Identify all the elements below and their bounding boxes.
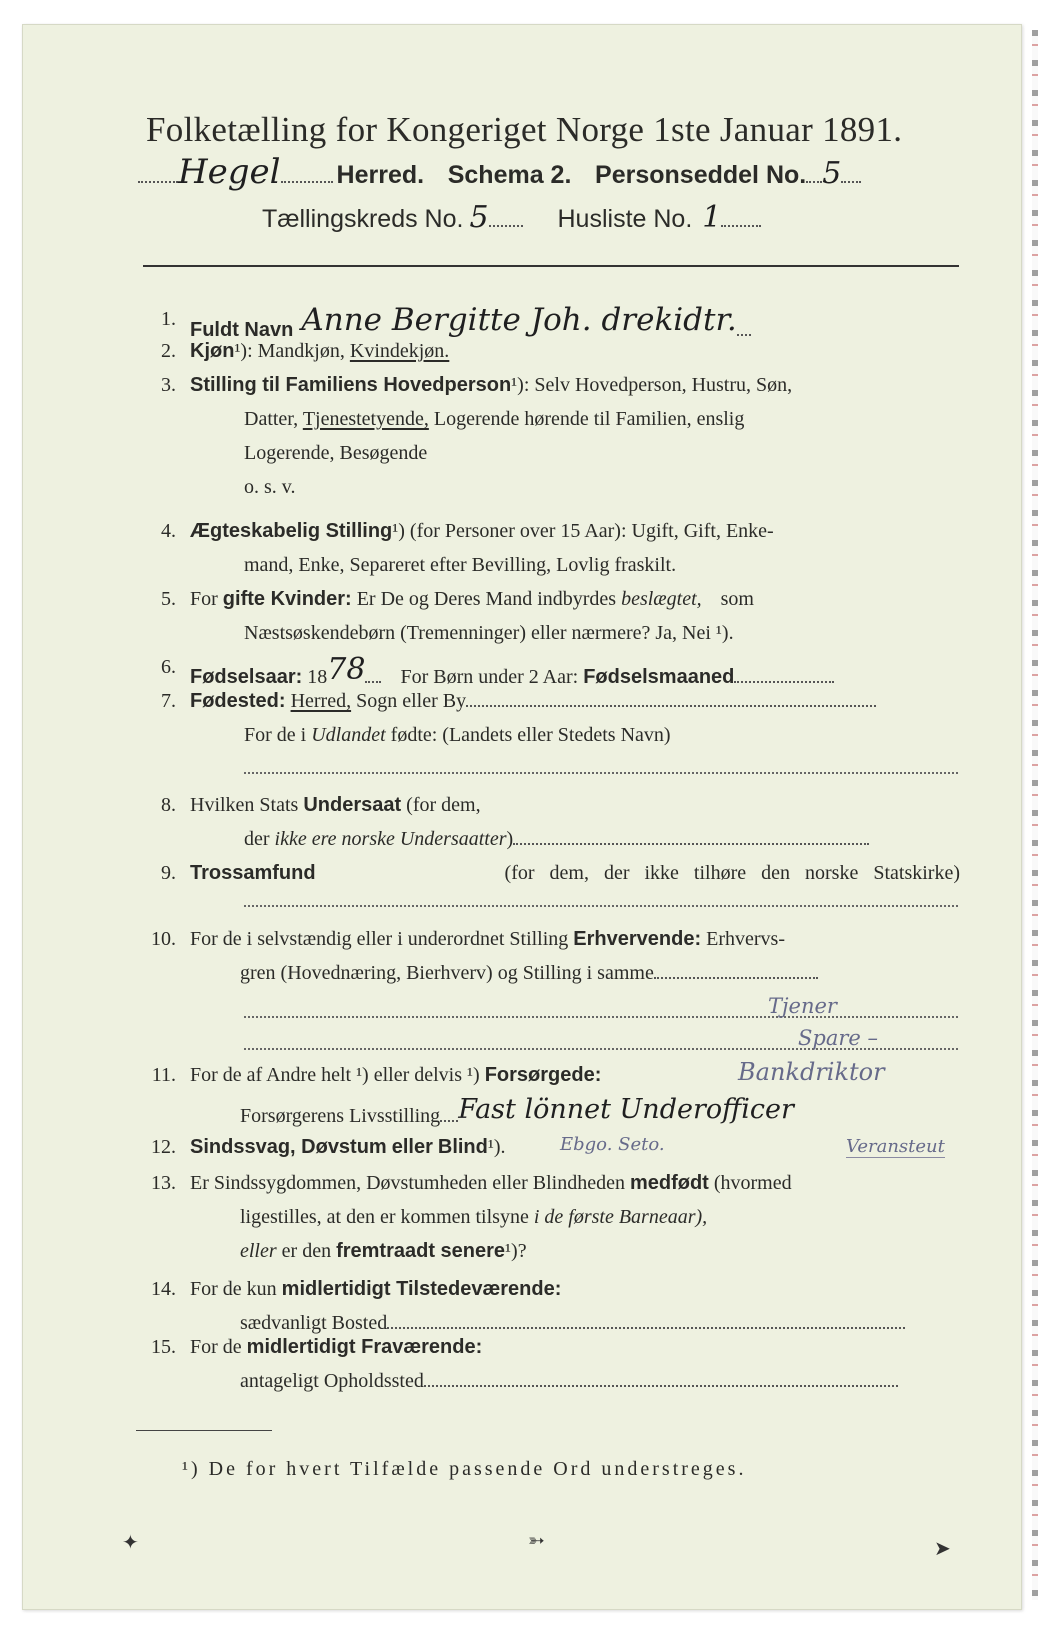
birthplace-selected: Herred, xyxy=(290,690,352,712)
ornament-center-icon: ➳ xyxy=(528,1528,545,1552)
item-3-line-2: Datter, Tjenestetyende, Logerende hørende til Familien, enslig xyxy=(244,408,745,430)
item-3-line-4: o. s. v. xyxy=(244,476,296,498)
herred-line xyxy=(138,152,861,192)
form-title: Folketælling for Kongeriget Norge 1ste Januar 1891. xyxy=(146,110,903,149)
taellingskreds-label: Tællingskreds No. xyxy=(262,205,464,233)
position-selected: Tjenestetyende, xyxy=(302,408,429,430)
provider-handwritten-1: Bankdriktor xyxy=(738,1058,885,1086)
footnote-rule xyxy=(136,1430,272,1431)
personseddel-label: Personseddel No. xyxy=(595,161,807,189)
item-8-line-2: der ikke ere norske Undersaatter) xyxy=(244,828,869,851)
herred-label: Herred. xyxy=(336,161,425,189)
item-9-blank xyxy=(244,905,958,907)
item-7-blank xyxy=(244,772,958,774)
provider-handwritten-2: Fast lönnet Underofficer xyxy=(458,1094,794,1125)
item-7-line-2: For de i Udlandet fødte: (Landets eller Stedets Navn) xyxy=(244,724,671,746)
item-11-line-2: Forsørgerens Livsstilling Fast lönnet Underofficer xyxy=(240,1094,794,1127)
schema-label: Schema 2. xyxy=(447,161,572,189)
header-rule xyxy=(143,265,959,267)
personseddel-number: 5 xyxy=(822,156,842,191)
occupation-handwritten-2: Spare – xyxy=(798,1026,878,1050)
item-14-line-2: sædvanligt Bosted xyxy=(240,1312,905,1335)
taellingskreds-number: 5 xyxy=(469,200,489,235)
item-10-blank-1 xyxy=(244,1016,958,1018)
item-10-line-2: gren (Hovednæring, Bierhverv) og Stilling i samme xyxy=(240,962,818,985)
herred-handwritten: Hegel xyxy=(178,152,281,192)
illness-handwritten-2: Veransteut xyxy=(846,1136,945,1157)
scan-edge-strip xyxy=(1032,30,1038,1600)
item-15-line-2: antageligt Opholdssted xyxy=(240,1370,898,1393)
item-5-line-2: Næstsøskendebørn (Tremenninger) eller nærmere? Ja, Nei ¹). xyxy=(244,622,734,644)
full-name-handwritten: Anne Bergitte Joh. drekidtr. xyxy=(301,302,737,338)
item-3-line-3: Logerende, Besøgende xyxy=(244,442,428,464)
footnote: ¹) De for hvert Tilfælde passende Ord understreges. xyxy=(182,1458,747,1480)
ornament-right-icon: ➤ xyxy=(934,1536,951,1560)
item-13-line-2: ligestilles, at den er kommen tilsyne i de første Barneaar), xyxy=(240,1206,708,1228)
taellingskreds-line xyxy=(262,200,761,235)
occupation-handwritten-1: Tjener xyxy=(768,994,837,1018)
item-13-line-3: eller er den fremtraadt senere¹)? xyxy=(240,1240,527,1262)
illness-handwritten-1: Ebgo. Seto. xyxy=(560,1134,665,1155)
husliste-label: Husliste No. xyxy=(557,205,693,233)
ornament-left-icon: ✦ xyxy=(122,1530,139,1554)
gender-selected: Kvindekjøn. xyxy=(349,340,450,362)
item-4-line-2: mand, Enke, Separeret efter Bevilling, Lovlig fraskilt. xyxy=(244,554,677,576)
husliste-number: 1 xyxy=(702,200,722,235)
birth-year-handwritten: 78 xyxy=(327,652,366,687)
